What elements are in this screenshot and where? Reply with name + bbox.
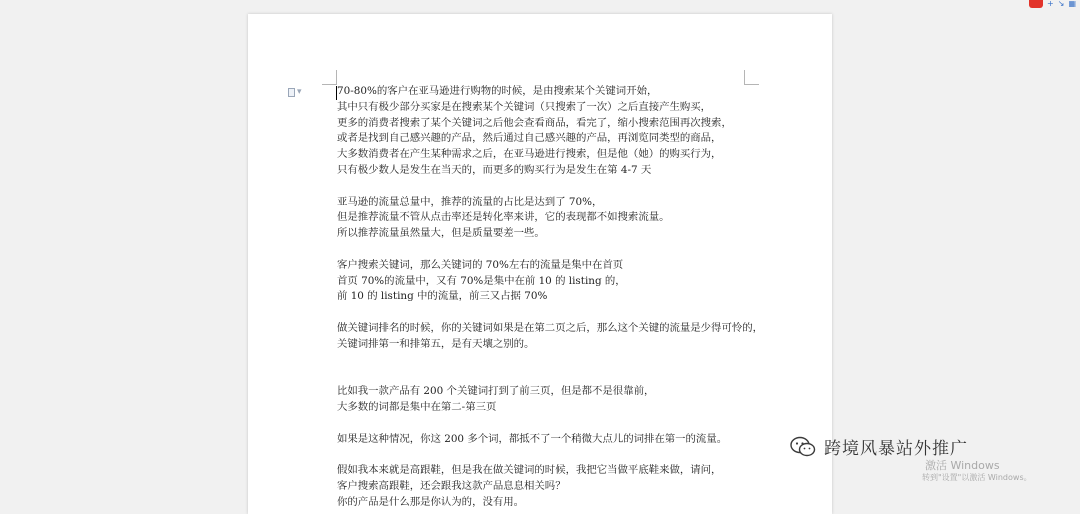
watermark-account-name: 跨境风暴站外推广	[824, 439, 968, 459]
text-line: 客户搜索关键词，那么关键词的 70%左右的流量是集中在首页	[337, 258, 624, 271]
margin-corner-top-left	[322, 70, 337, 85]
windows-activation-notice	[922, 459, 1032, 483]
text-line: 大多数的词都是集中在第二-第三页	[337, 400, 497, 413]
text-line: 假如我本来就是高跟鞋，但是我在做关键词的时候，我把它当做平底鞋来做，请问，	[337, 464, 722, 477]
text-line: 做关键词排名的时候，你的关键词如果是在第二页之后，那么这个关键的流量是少得可怜的，	[337, 321, 764, 334]
activate-title: 激活 Windows	[925, 459, 1000, 472]
text-line: 大多数消费者在产生某种需求之后，在亚马逊进行搜索，但是他（她）的购买行为，	[337, 148, 722, 161]
grid-icon[interactable]: ▦	[1068, 0, 1076, 8]
text-line: 首页 70%的流量中，又有 70%是集中在前 10 的 listing 的，	[337, 274, 626, 287]
text-line: 亚马逊的流量总量中，推荐的流量的占比是达到了 70%，	[337, 195, 603, 208]
document-icon	[288, 88, 295, 97]
text-line: 其中只有极少部分买家是在搜索某个关键词（只搜索了一次）之后直接产生购买，	[337, 100, 712, 113]
text-line: 或者是找到自己感兴趣的产品，然后通过自己感兴趣的产品，再浏览同类型的商品，	[337, 132, 722, 145]
activate-hint: 转到"设置"以激活 Windows。	[922, 473, 1032, 482]
text-line: 所以推荐流量虽然量大，但是质量要差一些。	[337, 227, 545, 240]
text-line: 前 10 的 listing 中的流量，前三又占据 70%	[337, 290, 548, 303]
plus-icon[interactable]: +	[1047, 0, 1054, 8]
text-line: 只有极少数人是发生在当天的，而更多的购买行为是发生在第 4-7 天	[337, 163, 652, 176]
text-line: 如果是这种情况，你这 200 多个词，都抵不了一个稍微大点儿的词排在第一的流量。	[337, 432, 728, 445]
wechat-icon	[790, 436, 816, 458]
text-line: 比如我一款产品有 200 个关键词打到了前三页，但是都不是很靠前，	[337, 385, 655, 398]
text-line: 但是推荐流量不管从点击率还是转化率来讲，它的表现都不如搜索流量。	[337, 211, 670, 224]
margin-corner-top-right	[744, 70, 759, 85]
document-body[interactable]	[337, 84, 807, 511]
text-line: 你的产品是什么那是你认为的，没有用。	[337, 495, 525, 508]
text-line: 更多的消费者搜索了某个关键词之后他会查看商品，看完了，缩小搜索范围再次搜索，	[337, 116, 732, 129]
document-page[interactable]	[248, 14, 832, 514]
text-line: 关键词排第一和排第五，是有天壤之别的。	[337, 337, 535, 350]
text-line: 客户搜索高跟鞋，还会跟我这款产品息息相关吗？	[337, 479, 566, 492]
text-line: 70-80%的客户在亚马逊进行购物的时候，是由搜索某个关键词开始，	[337, 85, 658, 97]
paragraph-handle[interactable]	[288, 86, 306, 98]
ime-toolbar[interactable]	[1029, 0, 1080, 8]
arrow-icon[interactable]: ↘	[1057, 0, 1065, 8]
sogou-logo-icon[interactable]	[1029, 0, 1043, 8]
wechat-watermark	[790, 434, 968, 459]
chevron-down-icon: ▾	[297, 87, 302, 97]
